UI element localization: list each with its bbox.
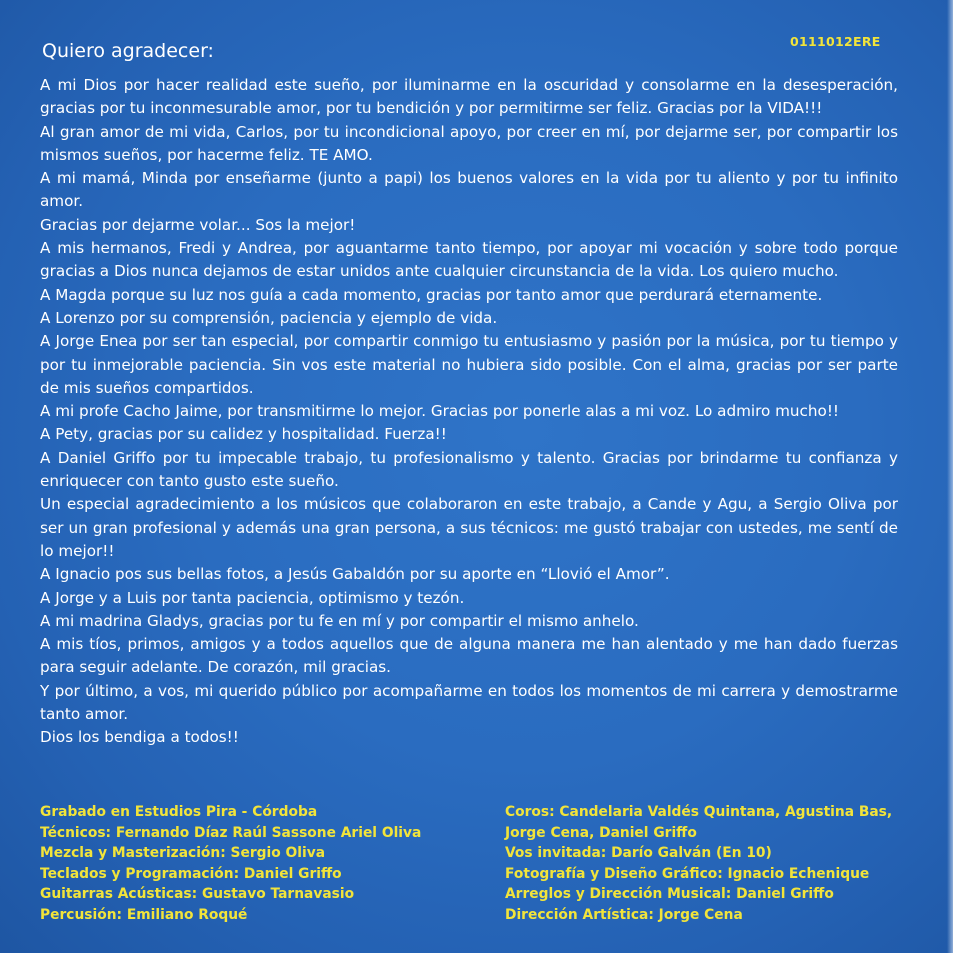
paragraph: A Pety, gracias por su calidez y hospitalidad. Fuerza!! xyxy=(40,425,447,444)
acknowledgements-text xyxy=(40,74,898,750)
paragraph: A mi madrina Gladys, gracias por tu fe en mí y por compartir el mismo anhelo. xyxy=(40,611,639,630)
paragraph: A Lorenzo por su comprensión, paciencia y ejemplo de vida. xyxy=(40,308,498,327)
paragraph: Al gran amor de mi vida, Carlos, por tu incondicional apoyo, por creer en mí, por dejarme ser, por compartir los mismos sueños, por hacerme feliz. TE AMO. xyxy=(40,122,898,164)
paragraph: A Ignacio pos sus bellas fotos, a Jesús Gabaldón por su aporte en “Llovió el Amor”. xyxy=(40,565,670,584)
paragraph: A Jorge y a Luis por tanta paciencia, optimismo y tezón. xyxy=(40,588,465,607)
credit-line: Grabado en Estudios Pira - Córdoba xyxy=(40,804,318,820)
paragraph: A mi Dios por hacer realidad este sueño, por iluminarme en la oscuridad y consolarme en la desesperación, gracias por tu inconmesurable amor, por tu bendición y por permitirme ser feliz. Gracias por la VIDA!!! xyxy=(40,76,898,118)
paragraph: A mi mamá, Minda por enseñarme (junto a papi) los buenos valores en la vida por tu aliento y por tu infinito amor. xyxy=(40,169,898,211)
credit-line: Guitarras Acústicas: Gustavo Tarnavasio xyxy=(40,886,355,902)
paragraph: A Jorge Enea por ser tan especial, por compartir conmigo tu entusiasmo y pasión por la música, por tu tiempo y por tu inmejorable paciencia. Sin vos este material no hubiera sido posible. Con el alma, gracias por ser parte de mis sueños compartidos. xyxy=(40,332,898,397)
paragraph: Un especial agradecimiento a los músicos que colaboraron en este trabajo, a Cande y Agu, a Sergio Oliva por ser un gran profesional y además una gran persona, a sus técnicos: me gustó trabajar con ustedes, me sentí de lo mejor!! xyxy=(40,495,898,560)
credits-right-column xyxy=(505,802,905,925)
paragraph: Y por último, a vos, mi querido público por acompañarme en todos los momentos de mi carrera y demostrarme tanto amor. xyxy=(40,681,898,724)
paragraph: A mi profe Cacho Jaime, por transmitirme lo mejor. Gracias por ponerle alas a mi voz. Lo admiro mucho!! xyxy=(40,402,840,421)
credit-line: Técnicos: Fernando Díaz Raúl Sassone Ariel Oliva xyxy=(40,824,422,841)
credit-line: Coros: Candelaria Valdés Quintana, Agustina Bas, xyxy=(505,804,893,820)
credit-line: Dirección Artística: Jorge Cena xyxy=(505,906,743,923)
page-title: Quiero agradecer: xyxy=(42,40,214,62)
credit-line: Jorge Cena, Daniel Griffo xyxy=(505,824,697,841)
credit-line: Teclados y Programación: Daniel Griffo xyxy=(40,865,342,882)
credit-line: Arreglos y Dirección Musical: Daniel Griffo xyxy=(505,886,834,902)
page-edge xyxy=(947,0,953,953)
paragraph: Dios los bendiga a todos!! xyxy=(40,728,239,747)
credit-line: Fotografía y Diseño Gráfico: Ignacio Echenique xyxy=(505,865,870,882)
credit-line: Vos invitada: Darío Galván (En 10) xyxy=(505,845,772,861)
credit-line: Percusión: Emiliano Roqué xyxy=(40,906,248,923)
paragraph: A Daniel Griffo por tu impecable trabajo, tu profesionalismo y talento. Gracias por brindarme tu confianza y enriquecer con tanto gusto este sueño. xyxy=(40,448,898,491)
paragraph: A mis tíos, primos, amigos y a todos aquellos que de alguna manera me han alentado y me han dado fuerzas para seguir adelante. De corazón, mil gracias. xyxy=(40,635,898,677)
paragraph: A Magda porque su luz nos guía a cada momento, gracias por tanto amor que perdurará eternamente. xyxy=(40,285,823,304)
paragraph: A mis hermanos, Fredi y Andrea, por aguantarme tanto tiempo, por apoyar mi vocación y sobre todo porque gracias a Dios nunca dejamos de estar unidos ante cualquier circunstancia de la vida. Los quiero mucho. xyxy=(40,239,898,281)
paragraph: Gracias por dejarme volar... Sos la mejor! xyxy=(40,215,356,234)
credit-line: Mezcla y Masterización: Sergio Oliva xyxy=(40,845,326,861)
credits-left-column xyxy=(40,802,480,925)
catalog-code: 0111012ERE xyxy=(790,34,881,49)
